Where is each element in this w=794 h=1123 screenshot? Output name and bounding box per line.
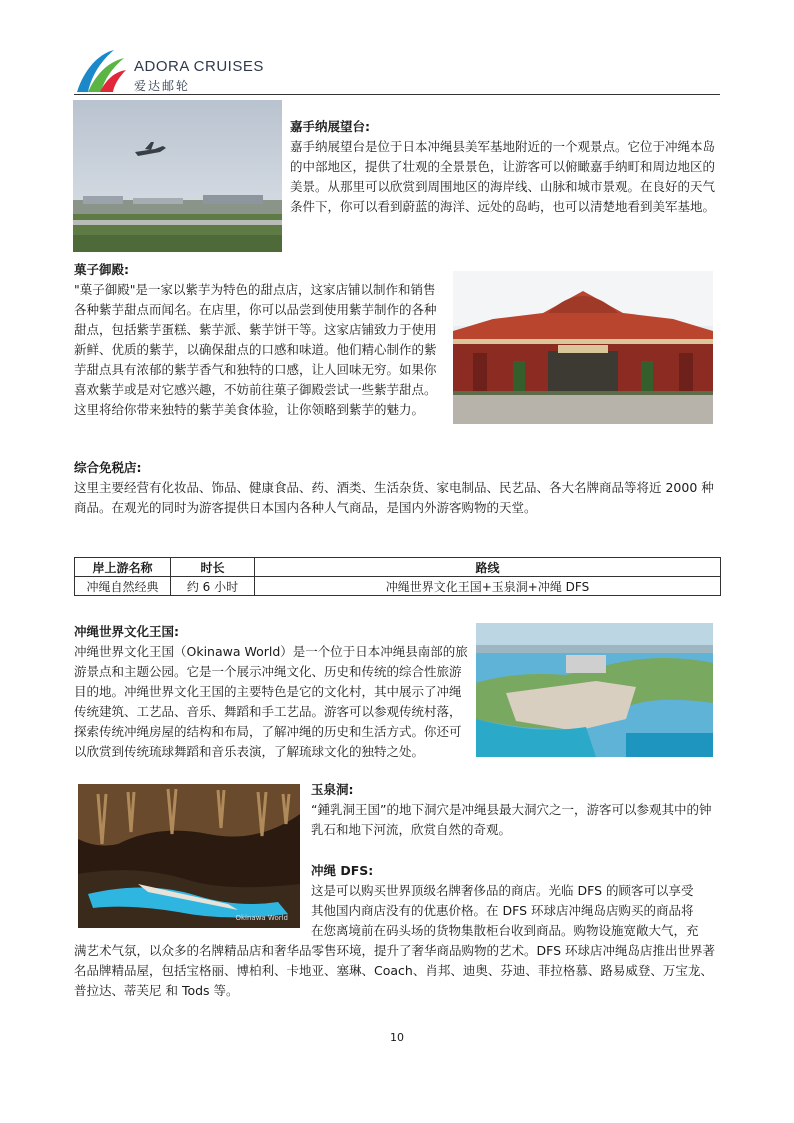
kadena-text: 嘉手纳展望台是位于日本冲绳县美军基地附近的一个观景点。它位于冲绳本岛的中部地区，提供了壮观的全景景色，让游客可以俯瞰嘉手纳町和周边地区的美景。从那里可以欣赏到周围地区的海岸线、山脉和城市景观。在良好的天气条件下，你可以看到蔚蓝的海洋、远处的岛屿，也可以清楚地看到美军基地。 bbox=[290, 139, 716, 214]
brand-name-en: ADORA CRUISES bbox=[134, 58, 264, 75]
brand-name-cn: 爱达邮轮 bbox=[134, 79, 191, 93]
table-header-duration: 时长 bbox=[171, 558, 255, 577]
dfs-text-line-1: 这是可以购买世界顶级名牌奢侈品的商店。光临 DFS 的顾客可以享受 bbox=[311, 883, 694, 898]
dutyfree-text: 这里主要经营有化妆品、饰品、健康食品、药、酒类、生活杂货、家电制品、民艺品、各大名牌商品等将近 2000 种商品。在观光的同时为游客提供日本国内各种人气商品，是国内外游客购物的天堂。 bbox=[74, 480, 714, 515]
dutyfree-title: 综合免税店: bbox=[74, 460, 142, 475]
table-cell-duration: 约 6 小时 bbox=[171, 577, 255, 596]
gyokusendo-photo-caption: Okinawa World bbox=[235, 914, 288, 922]
okinawa-world-photo bbox=[476, 623, 713, 757]
table-cell-route: 冲绳世界文化王国+玉泉洞+冲绳 DFS bbox=[255, 577, 721, 596]
kashigoten-text: "菓子御殿"是一家以紫芋为特色的甜点店，这家店铺以制作和销售各种紫芋甜点而闻名。在店里，你可以品尝到使用紫芋制作的各种甜点，包括紫芋蛋糕、紫芋派、紫芋饼干等。这家店铺致力于使用新鲜、优质的紫芋，以确保甜点的口感和味道。他们精心制作的紫芋甜点具有浓郁的紫芋香气和独特的口感，让人回味无穷。如果你喜欢紫芋或是对它感兴趣，不妨前往菓子御殿尝试一些紫芋甜点。这里将给你带来独特的紫芋美食体验，让你领略到紫芋的魅力。 bbox=[74, 282, 437, 417]
table-header-route: 路线 bbox=[255, 558, 721, 577]
table-row bbox=[75, 577, 721, 596]
dfs-text-line-3: 在您离境前在码头场的货物集散柜台收到商品。购物设施宽敞大气，充 bbox=[311, 923, 699, 938]
header-logo bbox=[74, 48, 274, 94]
header-divider bbox=[74, 94, 720, 95]
tour-table bbox=[74, 557, 721, 596]
kashigoten-title: 菓子御殿: bbox=[74, 262, 129, 277]
okinawa-world-title: 冲绳世界文化王国: bbox=[74, 624, 179, 639]
gyokusendo-text: “鍾乳洞王国”的地下洞穴是冲绳县最大洞穴之一，游客可以参观其中的钟乳石和地下河流，欣赏自然的奇观。 bbox=[311, 802, 712, 837]
table-header-name: 岸上游名称 bbox=[75, 558, 171, 577]
dfs-text-rest: 满艺术气氛，以众多的名牌精品店和奢华品零售环境，提升了奢华商品购物的艺术。DFS 环球店冲绳岛店推出世界著名品牌精品屋，包括宝格丽、博柏利、卡地亚、塞琳、Coach、肖邦、迪奥、芬迪、菲拉格慕、路易威登、万宝龙、普拉达、蒂芙尼 和 Tods 等。 bbox=[74, 943, 716, 998]
gyokusendo-photo bbox=[78, 784, 300, 928]
gyokusendo-title: 玉泉洞: bbox=[311, 782, 354, 797]
dfs-title: 冲绳 DFS: bbox=[311, 863, 374, 878]
dfs-text-line-2: 其他国内商店没有的优惠价格。在 DFS 环球店冲绳岛店购买的商品将 bbox=[311, 903, 694, 918]
table-cell-name: 冲绳自然经典 bbox=[75, 577, 171, 596]
kadena-title: 嘉手纳展望台: bbox=[290, 119, 370, 134]
tour-table-header-row bbox=[75, 558, 721, 577]
kadena-photo bbox=[73, 100, 282, 252]
okinawa-world-text: 冲绳世界文化王国（Okinawa World）是一个位于日本冲绳县南部的旅游景点和主题公园。它是一个展示冲绳文化、历史和传统的综合性旅游目的地。冲绳世界文化王国的主要特色是它的文化村，其中展示了冲绳传统建筑、工艺品、音乐、舞蹈和手工艺品。游客可以参观传统村落，探索传统冲绳房屋的结构和布局，了解冲绳的历史和生活方式。你还可以欣赏到传统琉球舞蹈和音乐表演，了解琉球文化的独特之处。 bbox=[74, 644, 468, 759]
adora-logo-icon bbox=[74, 48, 126, 94]
page-number: 10 bbox=[390, 1031, 404, 1044]
kashigoten-photo bbox=[453, 271, 713, 424]
